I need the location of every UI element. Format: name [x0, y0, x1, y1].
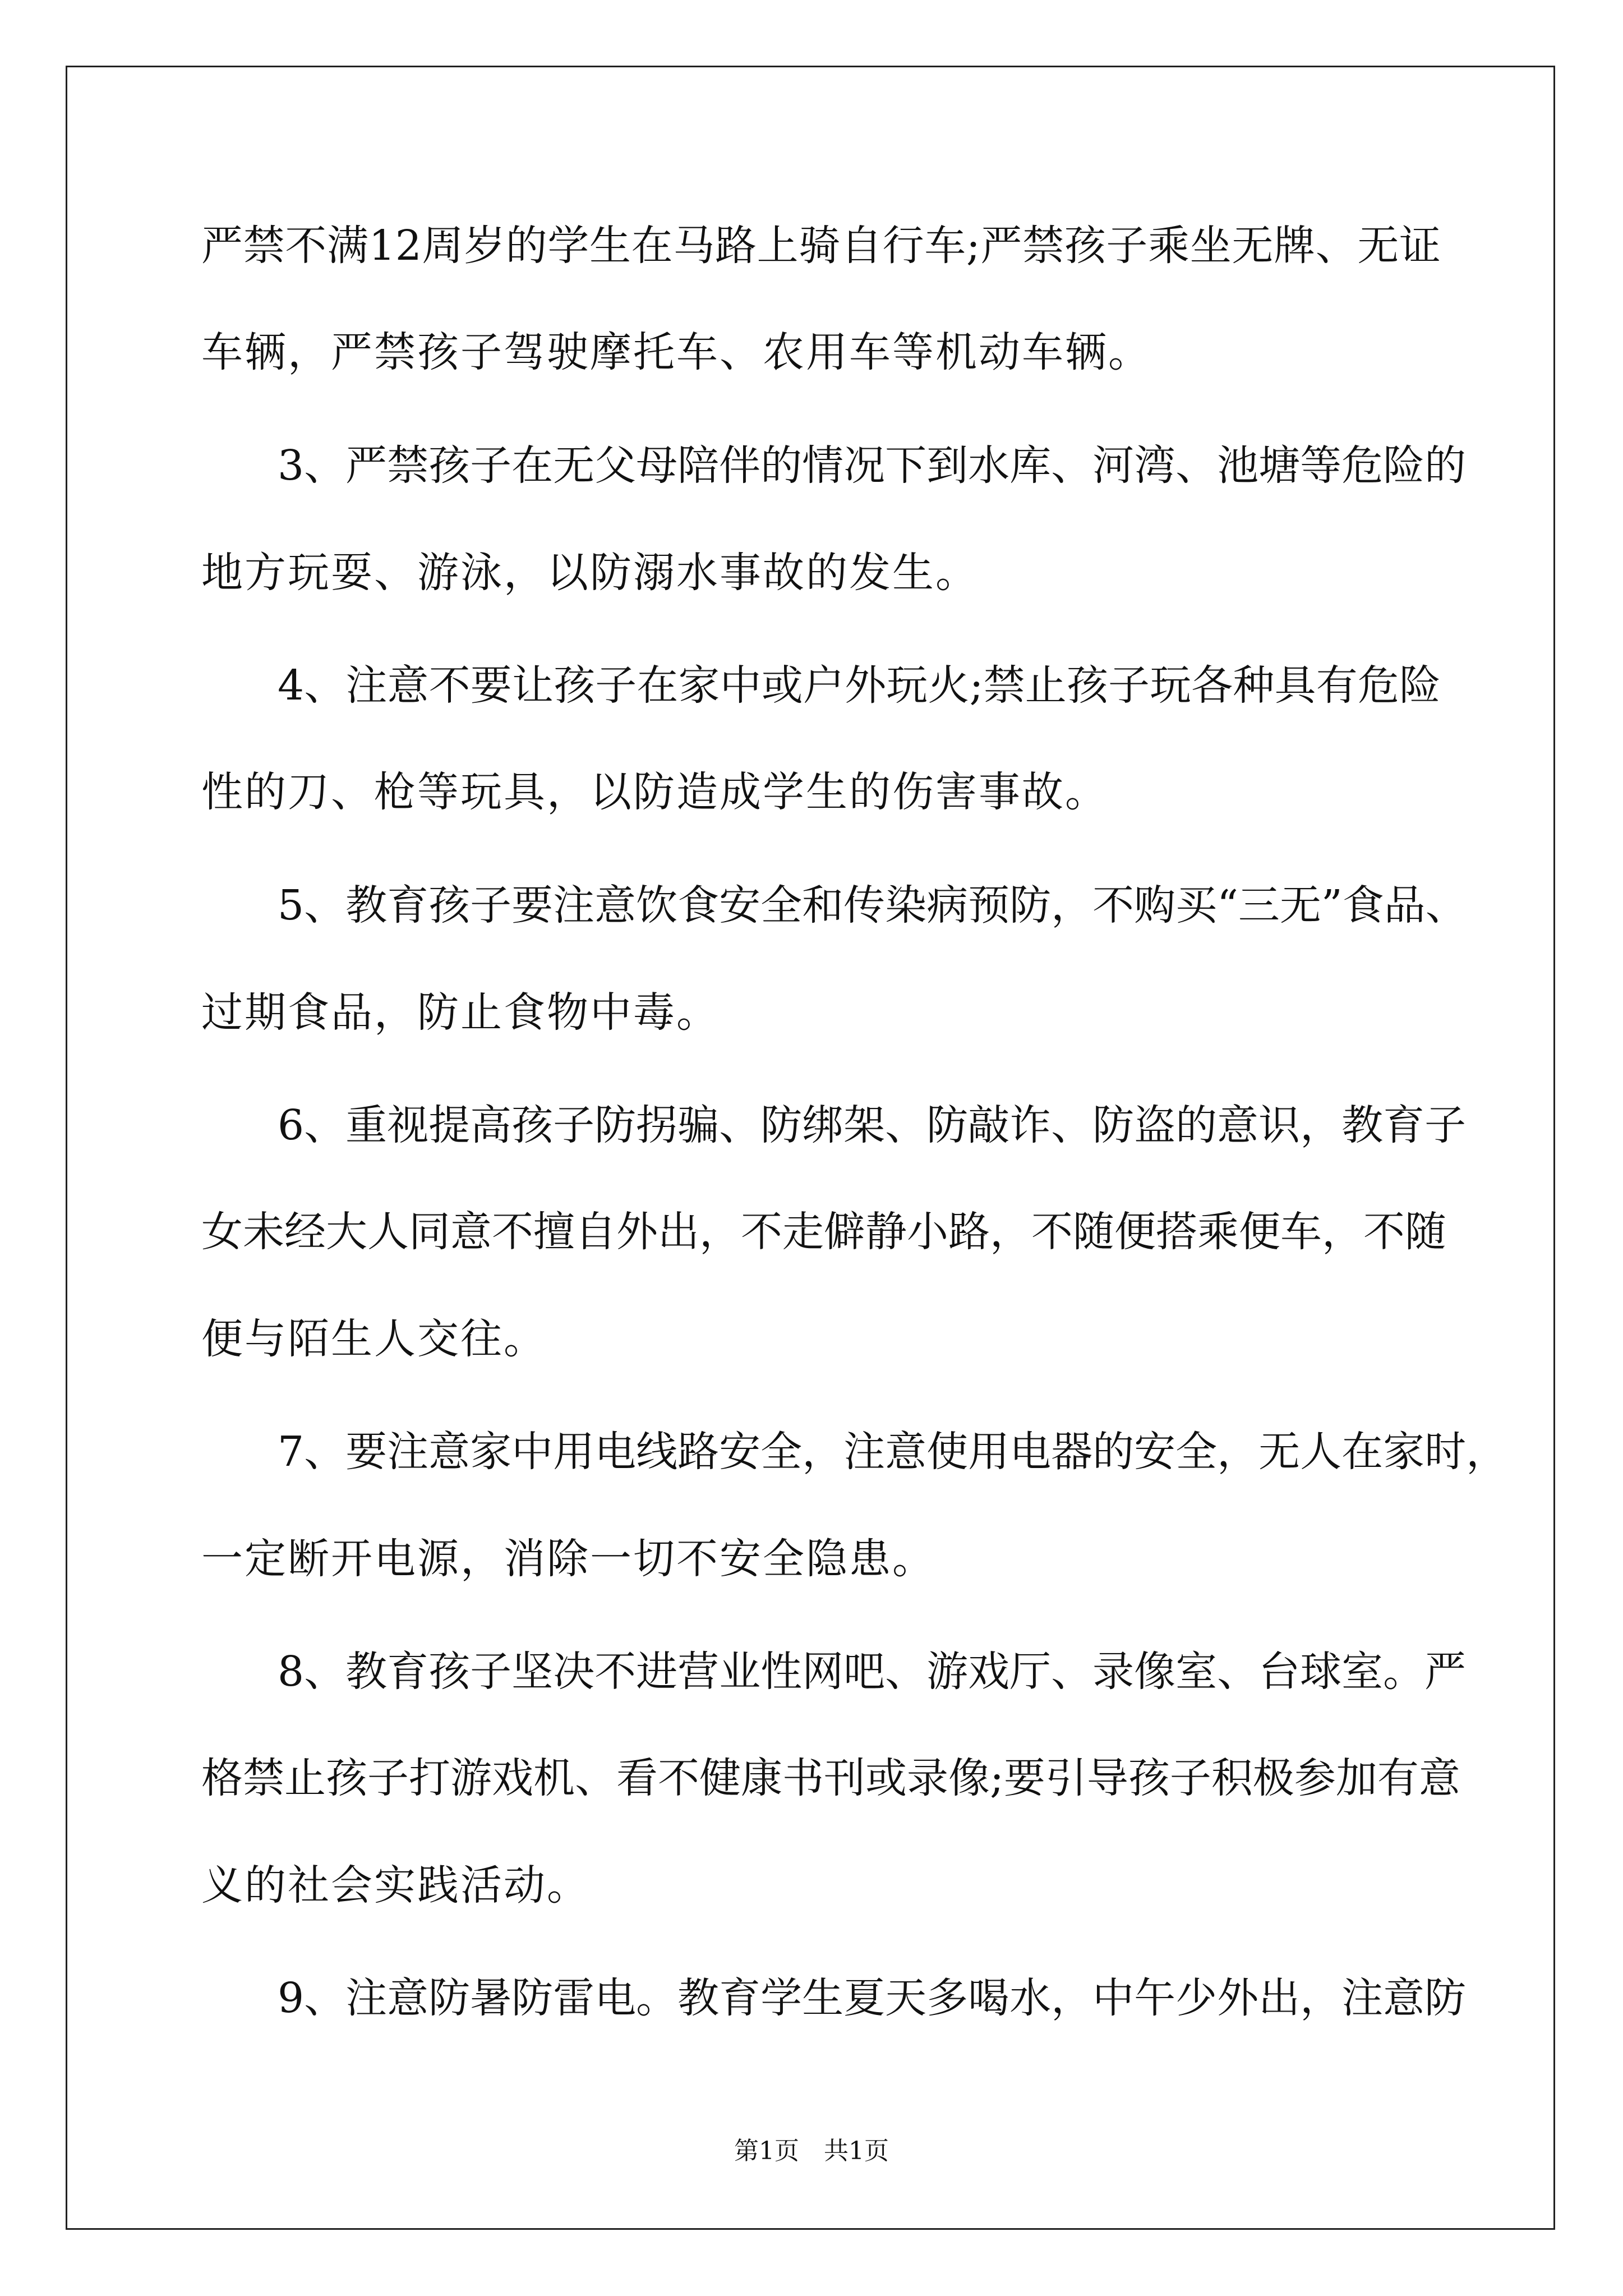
text-line: 3、严禁孩子在无父母陪伴的情况下到水库、河湾、池塘等危险的: [278, 441, 1467, 490]
text-line: 女未经大人同意不擅自外出，不走僻静小路，不随便搭乘便车，不随: [201, 1208, 1446, 1256]
text-line: 性的刀、枪等玩具，以防造成学生的伤害事故。: [201, 768, 1108, 816]
text-line: 过期食品，防止食物中毒。: [201, 988, 720, 1037]
text-line: 义的社会实践活动。: [201, 1861, 590, 1910]
text-line: 车辆，严禁孩子驾驶摩托车、农用车等机动车辆。: [201, 328, 1151, 376]
text-line: 地方玩耍、游泳，以防溺水事故的发生。: [201, 549, 979, 597]
text-line: 严禁不满12周岁的学生在马路上骑自行车;严禁孩子乘坐无牌、无证: [201, 222, 1441, 270]
page-footer: 第1页 共1页: [734, 2137, 889, 2165]
text-line: 8、教育孩子坚决不进营业性网吧、游戏厅、录像室、台球室。严: [278, 1648, 1467, 1696]
text-line: 9、注意防暑防雷电。教育学生夏天多喝水，中午少外出，注意防: [278, 1974, 1467, 2022]
text-line: 5、教育孩子要注意饮食安全和传染病预防，不购买“三无”食品、: [278, 881, 1467, 930]
text-line: 7、要注意家中用电线路安全，注意使用电器的安全，无人在家时，: [278, 1428, 1508, 1476]
text-line: 6、重视提高孩子防拐骗、防绑架、防敲诈、防盗的意识，教育子: [278, 1101, 1467, 1149]
text-line: 4、注意不要让孩子在家中或户外玩火;禁止孩子玩各种具有危险: [278, 661, 1441, 710]
text-line: 一定断开电源，消除一切不安全隐患。: [201, 1535, 935, 1583]
text-line: 便与陌生人交往。: [201, 1315, 547, 1363]
text-line: 格禁止孩子打游戏机、看不健康书刊或录像;要引导孩子积极参加有意: [201, 1754, 1460, 1802]
